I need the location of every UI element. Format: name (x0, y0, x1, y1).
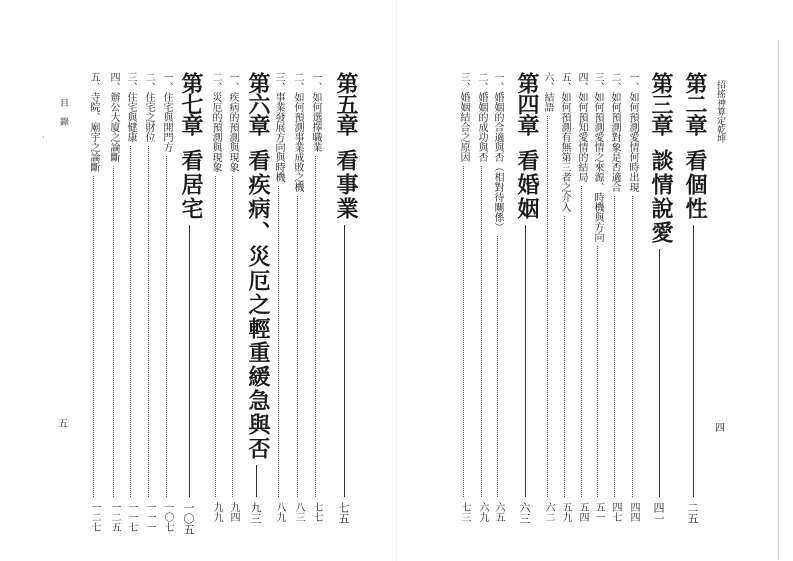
entry-label: 四、如何預知愛情的結局 (576, 72, 587, 182)
right-page (397, 0, 793, 561)
entry-label: 二、住宅之財位 (143, 72, 154, 142)
page-number: 一二七 (89, 502, 100, 532)
entry-label: 四、辦公大廈之論斷 (108, 72, 119, 162)
chapter-title: 談情說愛 (648, 149, 673, 245)
page-number: 八九 (274, 502, 285, 522)
leader-dots (232, 176, 233, 497)
page-number: 四四 (628, 502, 639, 522)
page-number: 七三 (459, 502, 470, 522)
entry-label: 六、結語 (542, 72, 553, 112)
chapter-heading (649, 72, 671, 245)
running-head-right: 招搖神算定乾坤 (715, 80, 725, 143)
leader-dots (148, 146, 149, 497)
chapter-title: 看事業 (333, 149, 358, 221)
chapter-number: 第二章 (682, 72, 707, 135)
page-number: 五四 (577, 502, 588, 522)
folio-left: 五 (58, 419, 68, 430)
entry-label: 二、災厄的預測與現象 (210, 72, 221, 172)
toc-chapter (645, 72, 675, 522)
chapter-title: 看疾病、災厄之輕重緩急與否 (245, 149, 270, 461)
toc-chapter (175, 72, 205, 535)
entry-label: 三、住宅與健康 (125, 72, 136, 142)
chapter-number: 第五章 (333, 72, 358, 135)
leader-line (525, 225, 526, 497)
page-number: 一一一 (144, 502, 155, 532)
leader-dots (278, 186, 279, 497)
leader-dots (581, 186, 582, 497)
running-head-left: 目 錄 (58, 98, 68, 126)
leader-dots (166, 156, 167, 497)
leader-dots (93, 176, 94, 497)
chapter-heading (246, 72, 268, 461)
toc-entry (487, 72, 509, 522)
chapter-number: 第七章 (178, 72, 203, 135)
entry-label: 二、婚姻的成功與否 (476, 72, 487, 162)
entry-label: 一、婚姻的合適與否（相對待關係） (492, 72, 503, 232)
page-number: 五一 (593, 502, 604, 522)
chapter-heading (334, 72, 356, 221)
entry-label: 三、事業發展方向與時機 (273, 72, 284, 182)
page-number: 七五 (337, 502, 350, 524)
entry-label: 三、如何預測愛情之來源、時機與方向 (592, 72, 603, 242)
chapter-title: 看居宅 (178, 149, 203, 221)
page-number: 六五 (493, 502, 504, 522)
toc-entry (305, 72, 327, 522)
chapter-number: 第三章 (648, 72, 673, 135)
leader-dots (481, 166, 482, 497)
chapter-heading (179, 72, 201, 221)
leader-line (693, 225, 694, 497)
page-number: 一一七 (126, 502, 137, 532)
leader-dots (497, 236, 498, 497)
leader-dots (632, 196, 633, 497)
page-number: 一二五 (109, 502, 120, 532)
leader-dots (547, 116, 548, 497)
chapter-number: 第四章 (514, 72, 539, 135)
page-number: 六二 (543, 502, 554, 522)
page-number: 一〇七 (162, 502, 173, 532)
page-number: 四七 (610, 502, 621, 522)
leader-dots (315, 156, 316, 497)
entry-label: 一、住宅與開門方 (161, 72, 172, 152)
entry-label: 二、如何預測事業成敗之機 (292, 72, 303, 192)
leader-dots (215, 176, 216, 497)
leader-dots (597, 246, 598, 497)
entry-label: 三、婚姻結合之原因 (458, 72, 469, 162)
leader-dots (614, 196, 615, 497)
leader-line (344, 225, 345, 497)
leader-dots (564, 216, 565, 497)
leader-dots (130, 146, 131, 497)
page-number: 七七 (311, 502, 322, 522)
leader-line (189, 225, 190, 497)
entry-label: 一、如何預測愛情何時出現 (627, 72, 638, 192)
chapter-heading (515, 72, 537, 221)
page-number: 四一 (652, 502, 665, 524)
entry-label: 五、寺院、廟宇之論斷 (88, 72, 99, 172)
left-page (0, 0, 396, 561)
toc-entry (83, 72, 105, 532)
chapter-heading (683, 72, 705, 221)
entry-label: 一、如何選擇職業 (310, 72, 321, 152)
entry-label: 五、如何預測有無第三者之介入 (559, 72, 570, 212)
leader-line (659, 249, 660, 497)
leader-dots (113, 166, 114, 497)
toc-chapter (330, 72, 360, 522)
toc-entry (622, 72, 644, 522)
folio-right: 四 (715, 423, 725, 434)
page-number: 一〇五 (182, 502, 195, 535)
entry-label: 二、如何預測對象是否適合 (609, 72, 620, 192)
page-number: 六九 (477, 502, 488, 522)
page-number: 五九 (560, 502, 571, 522)
toc-chapter (679, 72, 709, 522)
page-number: 九九 (211, 502, 222, 522)
chapter-title: 看個性 (682, 149, 707, 221)
page-number: 六三 (518, 502, 531, 524)
page-number: 二五 (686, 502, 699, 524)
leader-dots (463, 166, 464, 497)
leader-line (256, 465, 257, 497)
page-number: 八三 (293, 502, 304, 522)
chapter-title: 看婚姻 (514, 149, 539, 221)
toc-entry (222, 72, 244, 522)
entry-label: 一、疾病的預測與現象 (227, 72, 238, 172)
page-number: 九三 (249, 502, 262, 524)
leader-dots (297, 196, 298, 497)
chapter-number: 第六章 (245, 72, 270, 135)
scan-mark: 、 (42, 131, 49, 139)
page-number: 九四 (228, 502, 239, 522)
